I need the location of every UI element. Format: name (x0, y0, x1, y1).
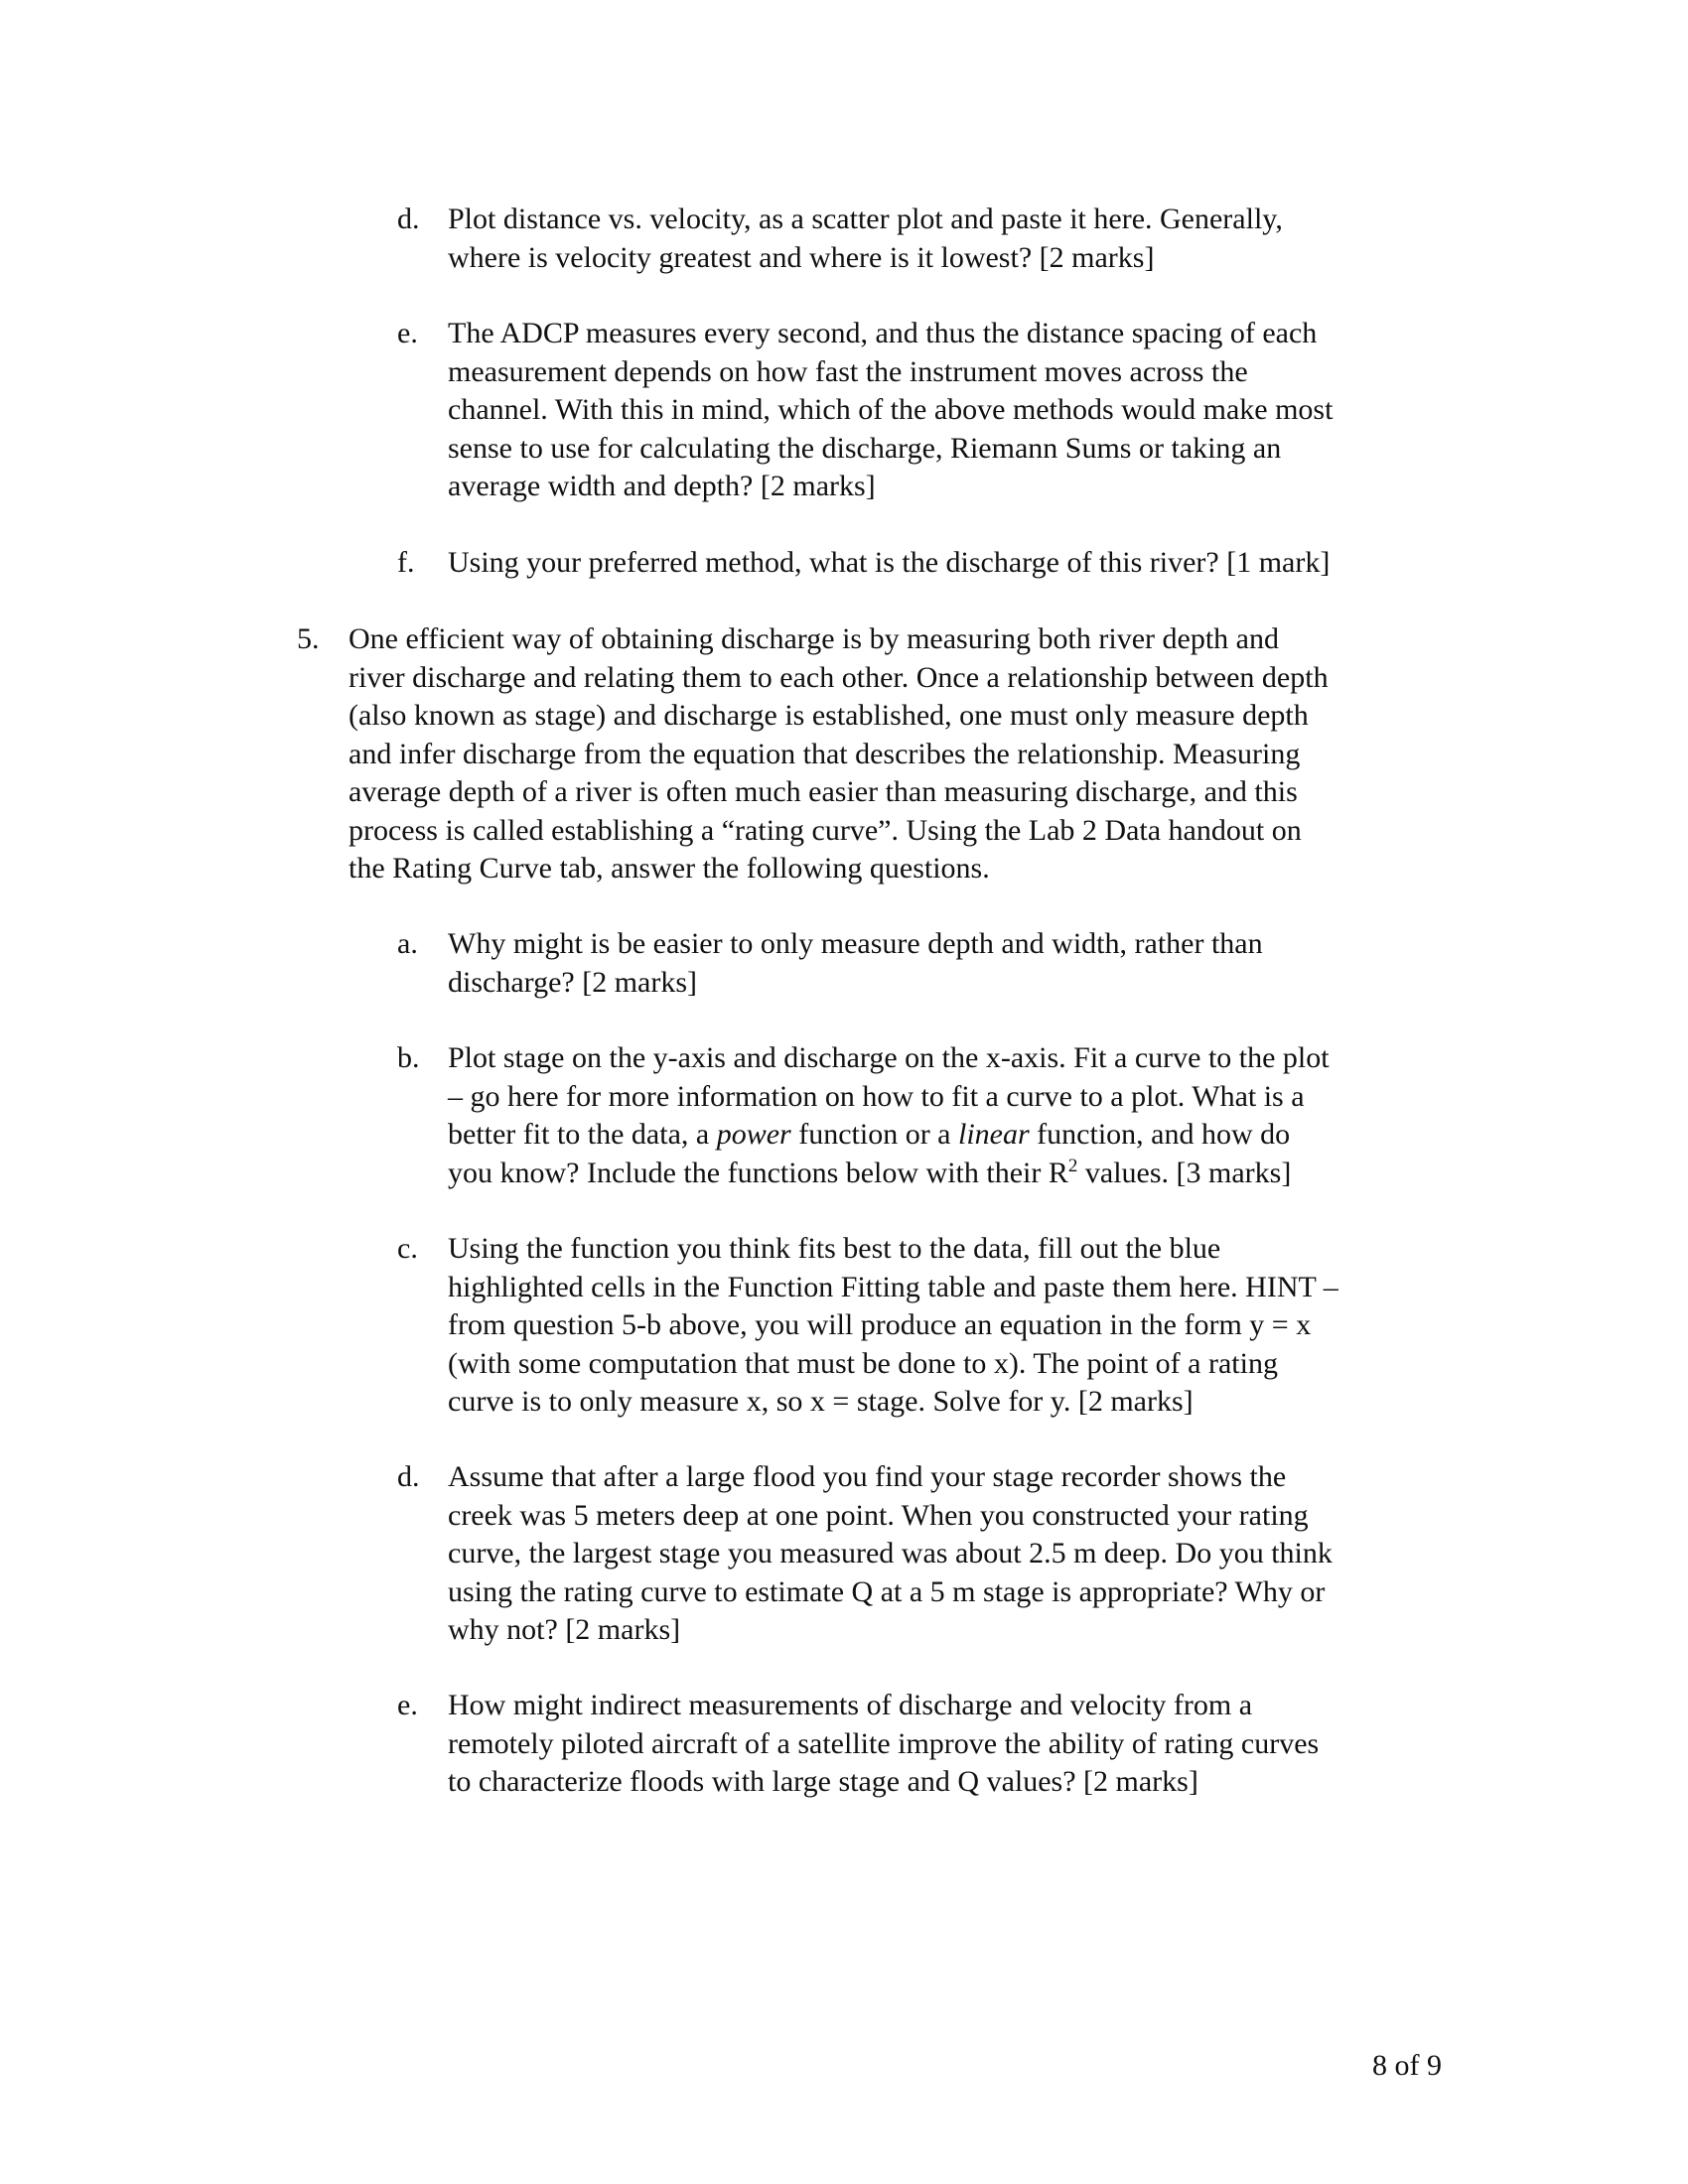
text-line: – go here for more information on how to fit a curve to a plot. What is a (448, 1079, 1305, 1113)
text-line: where is velocity greatest and where is it lowest? [2 marks] (448, 240, 1155, 274)
item-label: a. (397, 927, 418, 960)
text-line: discharge? [2 marks] (448, 965, 698, 999)
question-4f (397, 544, 1450, 583)
text-line: and infer discharge from the equation that describes the relationship. Measuring (349, 737, 1301, 770)
question-4e (397, 315, 1450, 506)
text-line: Using the function you think fits best to the data, fill out the blue (448, 1232, 1221, 1265)
text-line: Why might is be easier to only measure depth and width, rather than (448, 927, 1263, 960)
text-fragment: function, and how do (1029, 1118, 1291, 1151)
text-line: Plot stage on the y-axis and discharge on the x-axis. Fit a curve to the plot (448, 1041, 1330, 1074)
item-text (448, 925, 1450, 1002)
text-line: using the rating curve to estimate Q at a 5 m stage is appropriate? Why or (448, 1574, 1326, 1608)
text-fragment: values. [3 marks] (1077, 1156, 1292, 1189)
question-5a (397, 925, 1450, 1002)
question-4d (397, 201, 1450, 277)
item-label: e. (397, 317, 418, 349)
question-5c (397, 1230, 1450, 1422)
text-fragment: function or a (790, 1118, 958, 1151)
text-line: How might indirect measurements of discharge and velocity from a (448, 1689, 1253, 1721)
text-line: sense to use for calculating the discharge, Riemann Sums or taking an (448, 431, 1282, 465)
text-line: curve is to only measure x, so x = stage. Solve for y. [2 marks] (448, 1385, 1194, 1418)
item-text (448, 1039, 1450, 1192)
item-text (448, 1458, 1450, 1650)
text-line: channel. With this in mind, which of the above methods would make most (448, 393, 1334, 426)
emphasis-power: power (716, 1118, 791, 1151)
text-line: Plot distance vs. velocity, as a scatter plot and paste it here. Generally, (448, 203, 1283, 235)
text-line (448, 1116, 1450, 1155)
item-text (448, 201, 1450, 277)
item-label: c. (397, 1232, 418, 1265)
text-line: (also known as stage) and discharge is established, one must only measure depth (349, 699, 1309, 732)
item-label: f. (397, 546, 415, 579)
item-text (448, 544, 1450, 583)
item-text (349, 620, 1450, 888)
text-line: Using your preferred method, what is the discharge of this river? [1 mark] (448, 546, 1331, 579)
text-line: Assume that after a large flood you find your stage recorder shows the (448, 1460, 1287, 1493)
text-line: process is called establishing a “rating curve”. Using the Lab 2 Data handout on (349, 813, 1302, 847)
question-5e (397, 1687, 1450, 1802)
item-label: 5. (297, 622, 320, 655)
superscript: 2 (1067, 1155, 1078, 1176)
text-line: to characterize floods with large stage and Q values? [2 marks] (448, 1765, 1198, 1798)
item-text (448, 1687, 1450, 1802)
text-line (448, 1155, 1450, 1193)
question-5d (397, 1458, 1450, 1650)
text-line: measurement depends on how fast the instrument moves across the (448, 354, 1248, 388)
text-line: curve, the largest stage you measured was about 2.5 m deep. Do you think (448, 1537, 1333, 1570)
text-line: average depth of a river is often much easier than measuring discharge, and this (349, 775, 1298, 808)
text-fragment: you know? Include the functions below with their R (448, 1156, 1068, 1189)
text-line: remotely piloted aircraft of a satellite improve the ability of rating curves (448, 1726, 1320, 1760)
page-number: 8 of 9 (1372, 2049, 1442, 2082)
text-line: average width and depth? [2 marks] (448, 470, 876, 502)
text-line: creek was 5 meters deep at one point. When you constructed your rating (448, 1498, 1309, 1532)
text-line: river discharge and relating them to each other. Once a relationship between depth (349, 660, 1329, 694)
text-line: One efficient way of obtaining discharge is by measuring both river depth and (349, 622, 1279, 655)
emphasis-linear: linear (958, 1118, 1030, 1151)
item-text (448, 1230, 1450, 1422)
text-fragment: better fit to the data, a (448, 1118, 717, 1151)
text-line: The ADCP measures every second, and thus the distance spacing of each (448, 317, 1318, 349)
text-line: highlighted cells in the Function Fitting table and paste them here. HINT – (448, 1270, 1338, 1303)
item-text (448, 315, 1450, 506)
text-line: from question 5-b above, you will produce an equation in the form y = x (448, 1308, 1312, 1341)
item-label: e. (397, 1689, 418, 1721)
text-line: the Rating Curve tab, answer the following questions. (349, 852, 990, 885)
question-5 (297, 620, 1450, 888)
text-line: why not? [2 marks] (448, 1613, 681, 1646)
item-label: d. (397, 203, 420, 235)
item-label: d. (397, 1460, 420, 1493)
item-label: b. (397, 1041, 420, 1074)
text-line: (with some computation that must be done to x). The point of a rating (448, 1346, 1278, 1380)
question-5b (397, 1039, 1450, 1192)
